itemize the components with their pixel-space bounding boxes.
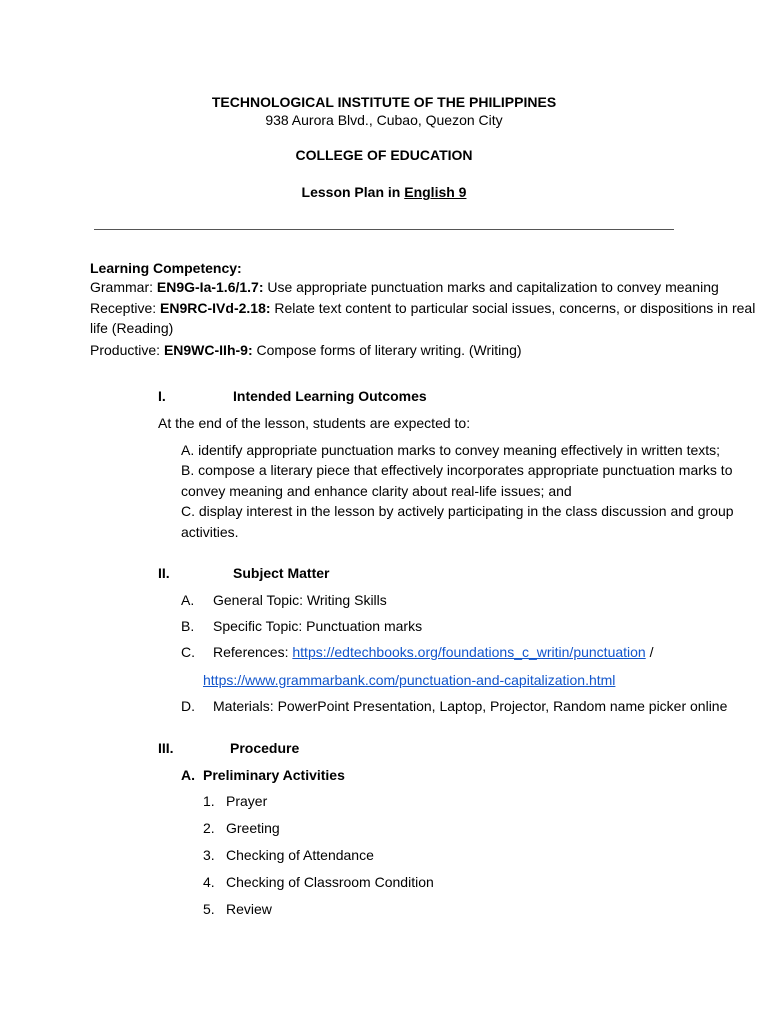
competency-receptive: Receptive: EN9RC-IVd-2.18: Relate text content to particular social issues, concerns, or dispositions in real [90,300,756,316]
outcomes-intro: At the end of the lesson, students are expected to: [158,415,471,431]
procedure-step-number: 5. [203,901,215,917]
procedure-step-number: 3. [203,847,215,863]
institution-address: 938 Aurora Blvd., Cubao, Quezon City [265,112,503,128]
procedure-subsection-letter: A. [181,767,195,783]
subject-item-references-cont [203,670,615,690]
outcome-b-line1: B. compose a literary piece that effectively incorporates appropriate punctuation marks to [181,462,733,478]
section-title-outcomes: Intended Learning Outcomes [233,388,427,404]
procedure-subsection-title: Preliminary Activities [203,767,345,783]
outcome-a: A. identify appropriate punctuation marks to convey meaning effectively in written texts; [181,442,721,458]
reference-link-grammarbank[interactable]: https://www.grammarbank.com/punctuation-and-capitalization.html [203,672,616,688]
outcome-b-line2: convey meaning and enhance clarity about real-life issues; and [181,483,572,499]
procedure-step-number: 2. [203,820,215,836]
subject-item-references: References: https://edtechbooks.org/foundations_c_writin/punctuation / [213,644,654,660]
subject-item-letter: C. [181,644,195,660]
procedure-step-number: 1. [203,793,215,809]
section-title-subject: Subject Matter [233,565,330,581]
subject-item-general-topic: General Topic: Writing Skills [213,592,387,608]
procedure-step-prayer: Prayer [226,793,268,809]
procedure-step-review: Review [226,901,272,917]
subject-item-letter: B. [181,618,195,634]
competency-grammar: Grammar: EN9G-Ia-1.6/1.7: Use appropriate punctuation marks and capitalization to convey meaning [90,279,719,295]
subject-item-letter: D. [181,698,195,714]
section-number-subject: II. [158,565,170,581]
header-divider [94,229,674,230]
institution-title: TECHNOLOGICAL INSTITUTE OF THE PHILIPPINES [211,94,557,110]
competency-productive: Productive: EN9WC-IIh-9: Compose forms of literary writing. (Writing) [90,342,522,358]
section-number-outcomes: I. [158,388,166,404]
procedure-step-greeting: Greeting [226,820,280,836]
outcome-c-line2: activities. [181,524,239,540]
competency-receptive-cont: life (Reading) [90,320,174,336]
procedure-step-attendance: Checking of Attendance [226,847,374,863]
section-number-procedure: III. [158,740,174,756]
section-title-procedure: Procedure [230,740,300,756]
reference-link-edtechbooks[interactable]: https://edtechbooks.org/foundations_c_writin/punctuation [292,644,646,660]
subject-item-materials: Materials: PowerPoint Presentation, Laptop, Projector, Random name picker online [213,698,728,714]
procedure-step-classroom: Checking of Classroom Condition [226,874,434,890]
subject-item-letter: A. [181,592,195,608]
procedure-step-number: 4. [203,874,215,890]
lesson-plan-title: Lesson Plan in English 9 [301,184,467,200]
competency-heading: Learning Competency: [90,260,242,276]
subject-item-specific-topic: Specific Topic: Punctuation marks [213,618,423,634]
outcome-c-line1: C. display interest in the lesson by actively participating in the class discussion and group [181,503,734,519]
college-title: COLLEGE OF EDUCATION [295,147,473,163]
